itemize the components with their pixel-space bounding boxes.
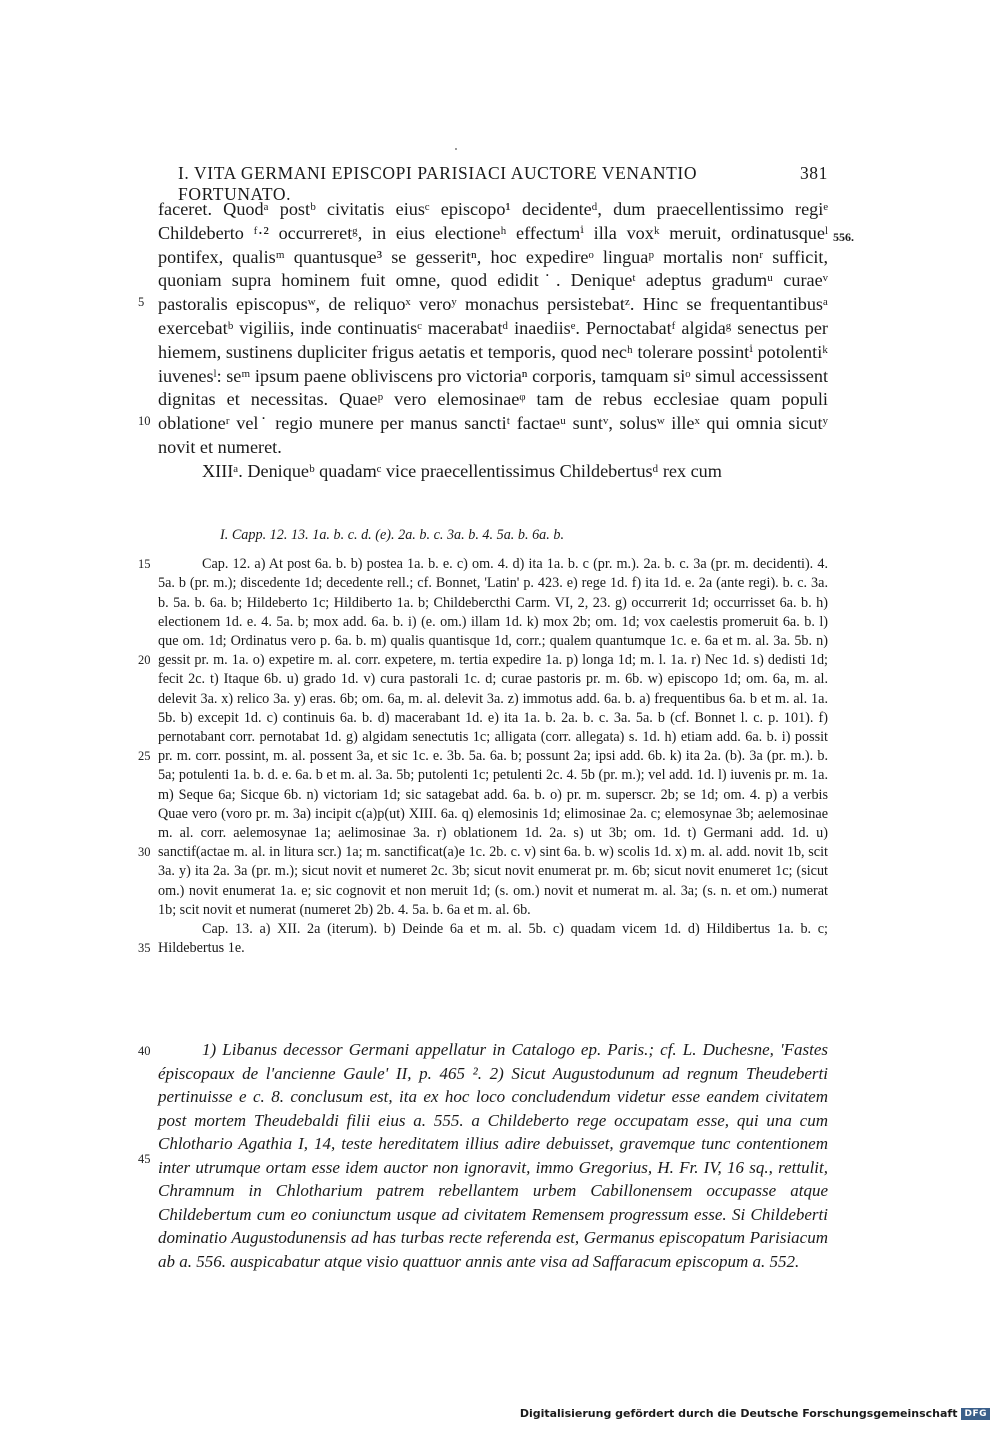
line-number: 5	[138, 295, 145, 309]
footnotes	[158, 1038, 828, 1273]
margin-year-note: 556.	[833, 230, 854, 244]
header-title: I. VITA GERMANI EPISCOPI PARISIACI AUCTORE VENANTIO FORTUNATO.	[178, 163, 698, 204]
main-paragraph: faceret. Quodᵃ postᵇ civitatis eiusᶜ episcopo¹ decidenteᵈ, dum praecellentissimo regiᵉ Childeberto ᶠ·² occurreretᵍ, in eius electioneʰ effectumⁱ illa voxᵏ meruit, ordinatusqueˡ pontifex, qualisᵐ quantusque³ se gesseritⁿ, hoc expedireᵒ linguaᵖ mortalis nonʳ sufficit, quoniam supra hominem fuit omne, quod edidit˙. Deniqueᵗ adeptus gradumᵘ curaeᵛ pastoralis episcopusʷ, de reliquoˣ veroʸ monachus persistebatᶻ. Hinc se frequentantibusᵃ exercebatᵇ vigiliis, inde continuatisᶜ macerabatᵈ inaediisᵉ. Pernoctabatᶠ algidaᵍ senectus per hiemem, sustinens dupliciter frigus aetatis et temporis, quod necʰ tolerare possintⁱ potolentiᵏ iuvenesˡ: seᵐ ipsum paene obliviscens pro victoriaⁿ corporis, tamquam siᵒ simul accessissent dignitas et necessitas. Quaeᵖ vero elemosinaeᵠ tam de rebus ecclesiae quam populi oblationeʳ vel˙ regio munere per manus sanctiᵗ factaeᵘ suntᵛ, solusʷ illeˣ qui omnia sicutʸ novit et numeret.	[158, 199, 828, 457]
line-number: 45	[138, 1152, 151, 1166]
main-paragraph: XIIIᵃ. Deniqueᵇ quadamᶜ vice praecellentissimus Childebertusᵈ rex cum	[202, 460, 722, 481]
scan-mark	[455, 148, 457, 150]
line-number: 35	[138, 941, 151, 955]
line-number: 20	[138, 653, 151, 667]
apparatus-head: I. Capp. 12. 13. 1a. b. c. d. (e). 2a. b. c. 3a. b. 4. 5a. b. 6a. b.	[220, 527, 565, 543]
line-number: 15	[138, 557, 151, 571]
dfg-logo: DFG	[961, 1408, 990, 1420]
critical-apparatus	[158, 526, 828, 958]
apparatus-paragraph: Cap. 13. a) XII. 2a (iterum). b) Deinde 6a et m. al. 5b. c) quadam vicem 1d. d) Hildibertus 1a. b. c; Hildebertus 1e.	[158, 921, 828, 957]
line-number: 30	[138, 845, 151, 859]
main-text	[158, 198, 828, 484]
line-number: 25	[138, 749, 151, 763]
footer-text: Digitalisierung gefördert durch die Deutsche Forschungsgemeinschaft	[519, 1407, 958, 1420]
line-number: 10	[138, 414, 151, 428]
apparatus-paragraph: Cap. 12. a) At post 6a. b. b) postea 1a. b. e. c) om. 4. d) ita 1a. b. c (pr. m.). 2a. b. c. 3a (pr. m. decidenti). 4. 5a. b (pr. m.); discedente 1d; decedente rell.; cf. Bonnet, 'Latin' p. 423. e) rege 1d. f) ita 1d. e. 2a (ante regi). b. c. 3a. b. 5a. b. 6a. b; Hildeberto 1c; Hildiberto 1a. b; Childebercthi Carm. VI, 2, 23. g) occurrerit 1d; occurrisset 6a. b. h) electionem 1d. e. 4. 5a. b; mox add. 6a. b. i) (e. om.) illam 1d. k) mox 2b; om. 1d; vox caelestis promeruit 6a. b. l) que om. 1d; Ordinatus vero p. 6a. b. m) qualis quantisque 1d, corr.; qualem quantumque 1c. e. 6a et m. al. 3a. 5b. n) gessit pr. m. 1a. o) expetire m. al. corr. expetere, m. tertia expedire 1a. p) longa 1d; m. l. 1a. r) Nec 1d. s) dedisti 1d; fecit 2c. t) Itaque 6b. u) grado 1d. v) cura pastorali 1c. d; curae pastoris pr. m. 6b. w) episcopo 1d; om. 6a, m. al. delevit 3a. x) relico 3a. y) eras. 6b; om. 6a, m. al. delevit 3a. z) immotus add. 6a. b. a) frequentibus 6a. b et m. al. 1a. 5b. b) excepit 1d. c) continuis 6a. b. d) macerabant 1d. e) ita 1a. b. 2a. b. c. 3a. 5a. b (cf. Bonnet l. c. p. 101). f) pernotabant corr. pernotabat 1d. g) algidam senectutis 1c; alligata (corr. allegata) s. 1d. h) etiam add. 6a. b. i) possit pr. m. corr. possint, m. al. possent 3a, et sic 1c. e. 3b. 5a. 6a. b; possunt 2a; ipsi add. 6b. k) ita 2a. (b). 3a (pr. m.). b. 5a; potulenti 1a. b. d. e. 6a. b et m. al. 3a. 5b; putolenti 1c; petulenti 2c. 4. 5b (pr. m.); vel add. 1d. l) iuvenis pr. m. 1a. m) Seque 6a; Sicque 6b. n) victoriam 1d; sic satagebat add. 6a. b. o) pr. m. superscr. 2b; se 1d; om. 4. p) a verbis Quae vero (voro pr. m. 3a) incipit c(a)p(ut) XIII. 6a. q) elemosinis 1d; elimosinae 2a. c; elemosynae 3b; aelemosinae m. al. corr. aelemosynae 1a; aelimosinae 3a. r) oblationem 1d. 2a. s) ut 3b; om. 1d. t) Germani add. 1d. u) sanctif(actae m. al. in litura scr.) 1a; m. sanctificat(a)e 1c. 2b. c. v) sint 6a. b. w) scolis 1d. x) m. al. add. novit 1b, scit 3a. y) ita 2a. 3a (pr. m.); sicut novit et numeret 2c. 3b; sicut novit enumerat pr. m. 6b; sicut novit enumeret 1c; (sicut om.) novit enumerat 1a. e; sic cognovit et non meruit 1d; (s. om.) novit et numerat m. al. 3a; (s. n. et om.) numerat 1b; scit novit et numerat (numeret 2b) 2b. 4. 5a. b. 6a et m. al. 6b.	[158, 556, 828, 918]
page-number: 381	[799, 163, 828, 183]
footnote-paragraph: 1) Libanus decessor Germani appellatur in Catalogo ep. Paris.; cf. L. Duchesne, 'Fastes épiscopaux de l'ancienne Gaule' II, p. 465 ². 2) Sicut Augustodunum ad regnum Theudeberti pertinuisse e c. 8. conclusum est, ita ex hoc loco concludendum videtur esse eandem civitatem post mortem Theudebaldi filii eius a. 555. a Childeberto rege occupatam esse, qui una cum Chlothario Agathia I, 14, teste hereditatem illius adire debuisset, gravemque tunc contentionem inter utrumque ortam esse idem auctor non ignoravit, immo Gregorius, H. Fr. IV, 16 sq., rettulit, Chramnum in Chlotharium patrem rebellantem urbem Cabillonensem occupasse atque Childebertum cum eo coniunctum usque ad civitatem Remensem progressum esse. Si Childeberti dominatio Augustodunensis ad has turbas recte referenda est, Germanus episcopatum Parisiacum ab a. 556. auspicabatur atque visio quattuor annis ante visa ad Saffaracum episcopum a. 552.	[158, 1040, 828, 1271]
digitization-footer	[520, 1407, 990, 1420]
line-number: 40	[138, 1044, 151, 1058]
